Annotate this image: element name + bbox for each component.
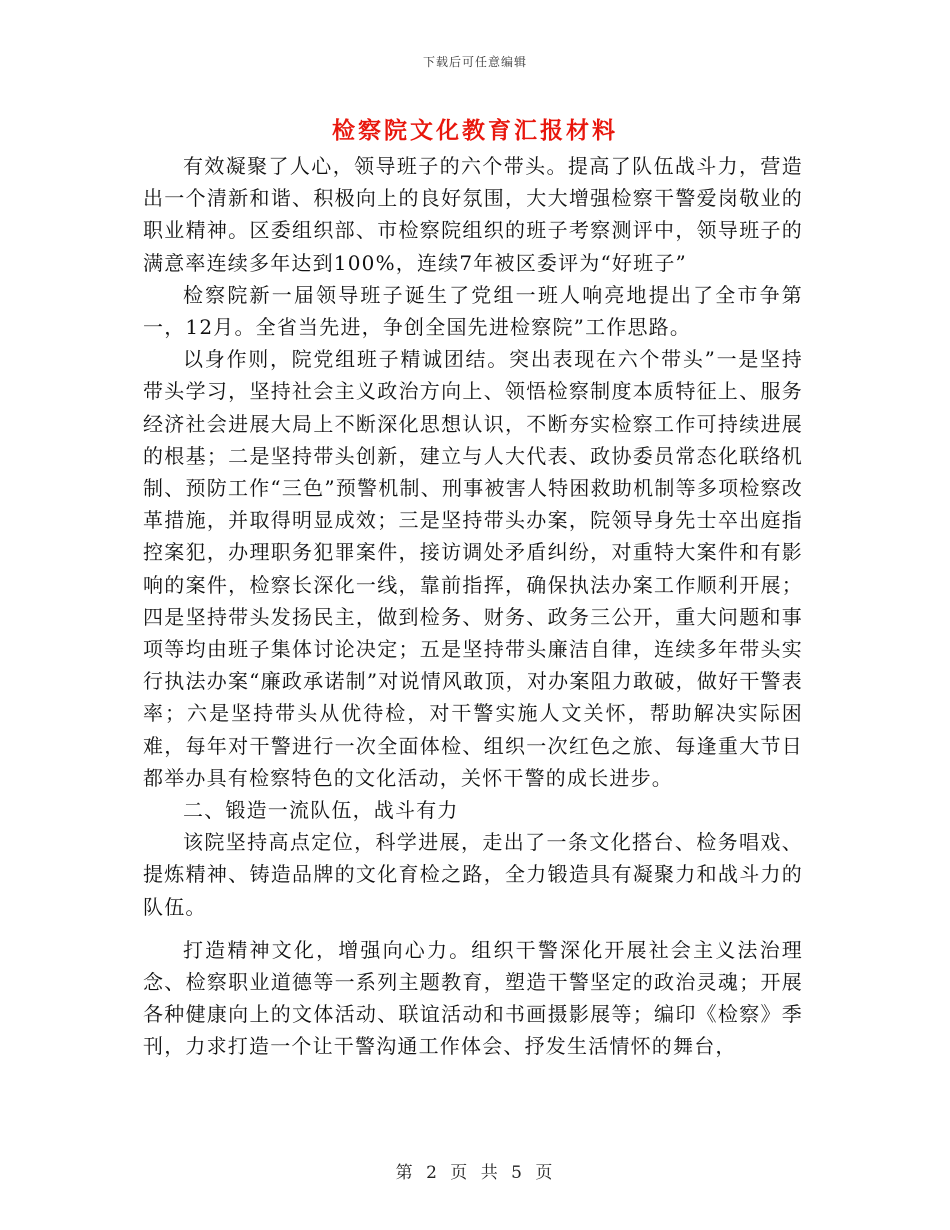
document-body	[143, 150, 803, 1063]
page-header-note: 下载后可任意编辑	[422, 55, 527, 69]
paragraph-2: 检察院新一届领导班子诞生了党组一班人响亮地提出了全市争第一，12月。全省当先进，争创全国先进检察院”工作思路。	[143, 282, 803, 340]
paragraph-5: 打造精神文化，增强向心力。组织干警深化开展社会主义法治理念、检察职业道德等一系列主题教育，塑造干警坚定的政治灵魂；开展各种健康向上的文体活动、联谊活动和书画摄影展等；编印《检察》季刊，力求打造一个让干警沟通工作体会、抒发生活情怀的舞台，	[143, 937, 803, 1059]
paragraph-1: 有效凝聚了人心，领导班子的六个带头。提高了队伍战斗力，营造出一个清新和谐、积极向上的良好氛围，大大增强检察干警爱岗敬业的职业精神。区委组织部、市检察院组织的班子考察测评中，领导班子的满意率连续多年达到100%，连续7年被区委评为“好班子”	[143, 154, 803, 275]
section-heading-2: 二、锻造一流队伍，战斗有力	[183, 798, 459, 823]
paragraph-3: 以身作则，院党组班子精诚团结。突出表现在六个带头”一是坚持带头学习，坚持社会主义政治方向上、领悟检察制度本质特征上、服务经济社会进展大局上不断深化思想认识，不断夯实检察工作可持续进展的根基；二是坚持带头创新，建立与人大代表、政协委员常态化联络机制、预防工作“三色”预警机制、刑事被害人特困救助机制等多项检察改革措施，并取得明显成效；三是坚持带头办案，院领导身先士卒出庭指控案犯，办理职务犯罪案件，接访调处矛盾纠纷，对重特大案件和有影响的案件，检察长深化一线，靠前指挥，确保执法办案工作顺利开展；四是坚持带头发扬民主，做到检务、财务、政务三公开，重大问题和事项等均由班子集体讨论决定；五是坚持带头廉洁自律，连续多年带头实行执法办案“廉政承诺制”对说情风敢顶，对办案阻力敢破，做好干警表率；六是坚持带头从优待检，对干警实施人文关怀，帮助解决实际困难，每年对干警进行一次全面体检、组织一次红色之旅、每逢重大节日都举办具有检察特色的文化活动，关怀干警的成长进步。	[143, 347, 803, 790]
paragraph-4: 该院坚持高点定位，科学进展，走出了一条文化搭台、检务唱戏、提炼精神、铸造品牌的文化育检之路，全力锻造具有凝聚力和战斗力的队伍。	[143, 830, 803, 919]
page-number-footer: 第 2 页 共 5 页	[395, 1163, 555, 1183]
document-title: 检察院文化教育汇报材料	[332, 117, 618, 144]
